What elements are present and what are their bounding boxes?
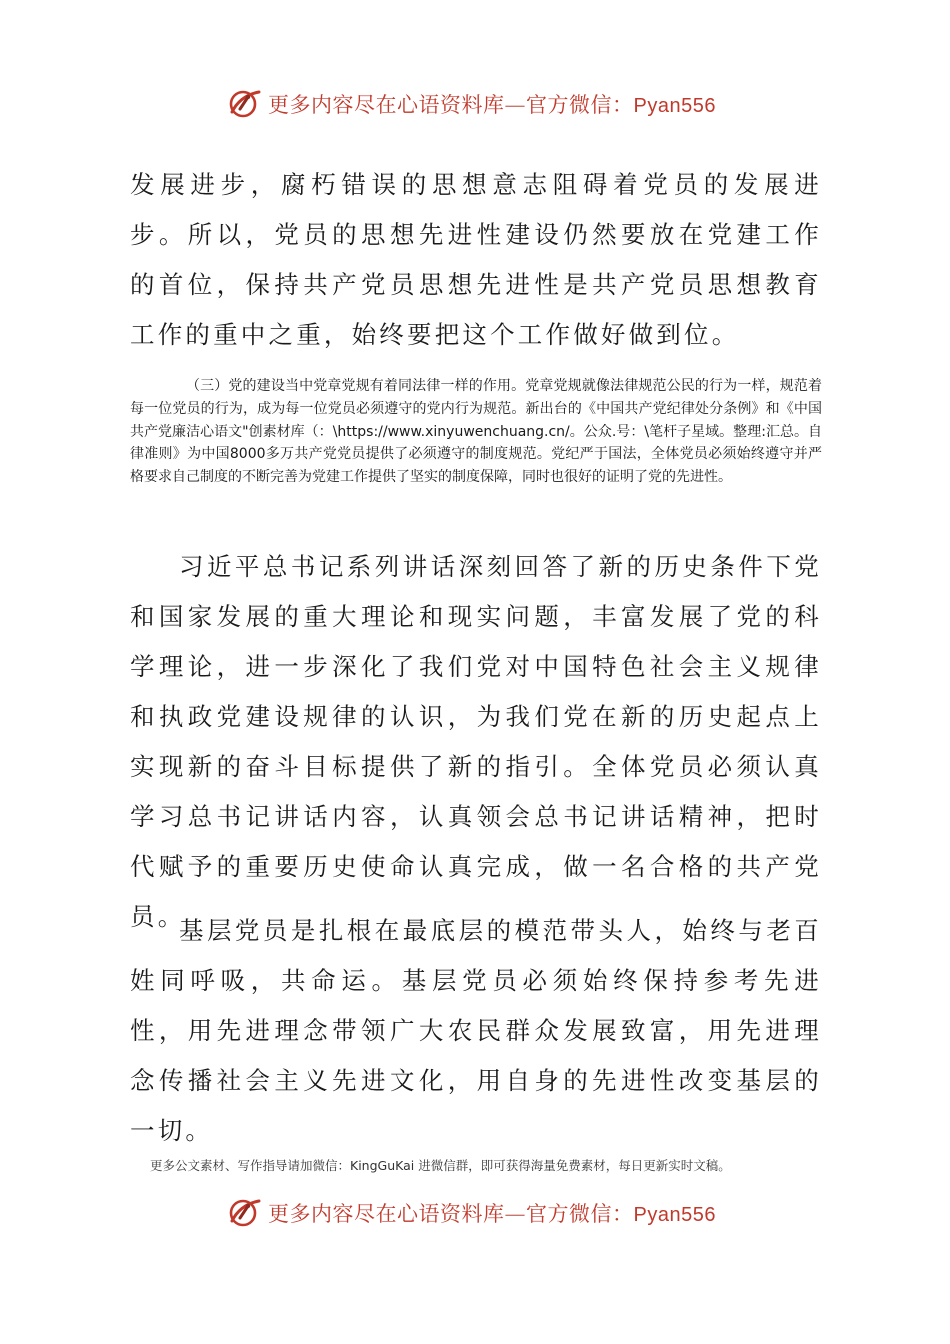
footer-brand-logo-icon xyxy=(226,1195,262,1231)
header-banner-sub: 官方微信： xyxy=(526,93,634,117)
footer-banner xyxy=(226,1193,716,1233)
header-banner-main: 更多内容尽在心语资料库 xyxy=(268,93,505,117)
footer-banner-sep: — xyxy=(504,1202,526,1226)
footer-banner-main: 更多内容尽在心语资料库 xyxy=(268,1202,505,1226)
paragraph-3: 习近平总书记系列讲话深刻回答了新的历史条件下党和国家发展的重大理论和现实问题，丰富发展了党的科学理论，进一步深化了我们党对中国特色社会主义规律和执政党建设规律的认识，为我们党在新的历史起点上实现新的奋斗目标提供了新的指引。全体党员必须认真学习总书记讲话内容，认真领会总书记讲话精神，把时代赋予的重要历史使命认真完成，做一名合格的共产党员。 xyxy=(130,552,822,931)
header-banner-id: Pyan556 xyxy=(633,95,716,117)
header-banner-text xyxy=(268,89,716,119)
brand-logo-icon xyxy=(226,86,262,122)
paragraph-1: 发展进步，腐朽错误的思想意志阻碍着党员的发展进步。所以，党员的思想先进性建设仍然要放在党建工作的首位，保持共产党员思想先进性是共产党员思想教育工作的重中之重，始终要把这个工作做好做到位。 xyxy=(130,170,822,349)
paragraph-4: 基层党员是扎根在最底层的模范带头人，始终与老百姓同呼吸，共命运。基层党员必须始终保持参考先进性，用先进理念带领广大农民群众发展致富，用先进理念传播社会主义先进文化，用自身的先进性改变基层的一切。 xyxy=(130,916,822,1145)
footer-note: 更多公文素材、写作指导请加微信：KingGuKai 进微信群，即可获得海量免费素材，每日更新实时文稿。 xyxy=(150,1158,731,1173)
footer-banner-id: Pyan556 xyxy=(633,1204,716,1226)
header-banner xyxy=(226,84,716,124)
paragraph-2: （三）党的建设当中党章党规有着同法律一样的作用。党章党规就像法律规范公民的行为一样，规范着每一位党员的行为，成为每一位党员必须遵守的党内行为规范。新出台的《中国共产党纪律处分条例》和《中国共产党廉洁心语文"创素材库（：\https://www.xinyuwenchuang.cn/。公众.号：\笔杆子星域。整理:汇总。自律准则》为中国8000多万共产党党员提供了必须遵守的制度规范。党纪严于国法，全体党员必须始终遵守并严格要求自己制度的不断完善为党建工作提供了坚实的制度保障，同时也很好的证明了党的先进性。 xyxy=(130,378,822,486)
header-banner-sep: — xyxy=(504,93,526,117)
footer-banner-text xyxy=(268,1198,716,1228)
footer-banner-sub: 官方微信： xyxy=(526,1202,634,1226)
